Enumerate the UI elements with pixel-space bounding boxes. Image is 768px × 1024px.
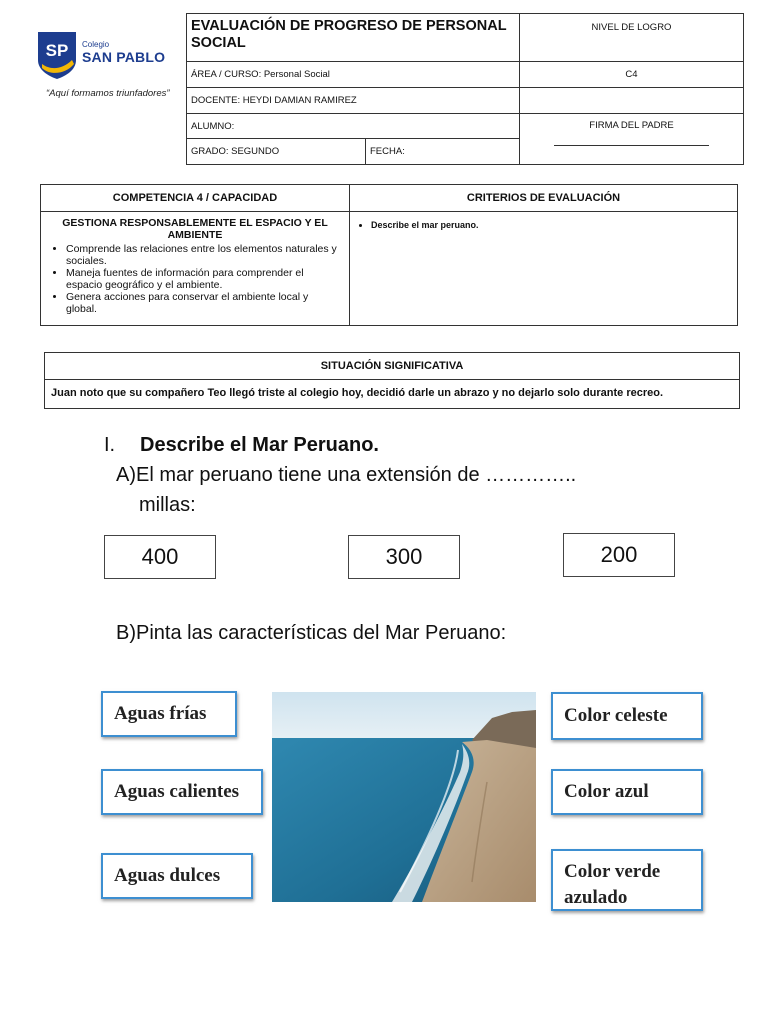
- criterio-item: • Describe el mar peruano.: [371, 219, 732, 231]
- question-b: B)Pinta las características del Mar Peruano:: [116, 622, 507, 644]
- peruvian-sea-photo: [272, 692, 536, 902]
- exam-title: EVALUACIÓN DE PROGRESO DE PERSONAL SOCIAL: [187, 14, 520, 62]
- competency-table: [40, 184, 738, 326]
- question-a-line1: A)El mar peruano tiene una extensión de …………..: [116, 464, 577, 486]
- paint-box-color-azul[interactable]: Color azul: [551, 769, 703, 815]
- criterios-header: CRITERIOS DE EVALUACIÓN: [350, 185, 738, 212]
- paint-box-aguas-dulces[interactable]: Aguas dulces: [101, 853, 253, 899]
- section-title: Describe el Mar Peruano.: [140, 434, 379, 456]
- competencia-header: COMPETENCIA 4 / CAPACIDAD: [41, 185, 350, 212]
- capacidad-item: • Comprende las relaciones entre los elementos naturales y sociales.: [66, 243, 342, 267]
- nivel-label: NIVEL DE LOGRO: [520, 14, 744, 62]
- fecha-field[interactable]: FECHA:: [370, 146, 405, 157]
- signature-line[interactable]: [554, 145, 709, 146]
- situacion-text: Juan noto que su compañero Teo llegó triste al colegio hoy, decidió darle un abrazo y no dejarlo solo durante recreo.: [45, 380, 740, 409]
- competencia-title: GESTIONA RESPONSABLEMENTE EL ESPACIO Y EL AMBIENTE: [62, 217, 328, 241]
- criterios-list: [351, 213, 736, 235]
- firma-cell[interactable]: [520, 114, 744, 165]
- section-number: I.: [104, 434, 116, 456]
- firma-label: FIRMA DEL PADRE: [589, 120, 674, 131]
- shield-logo-icon: [36, 30, 78, 80]
- option-box-200[interactable]: 200: [563, 533, 675, 577]
- capacidades-list: [42, 243, 348, 321]
- paint-box-color-verde-azulado[interactable]: Color verde azulado: [551, 849, 703, 911]
- option-box-300[interactable]: 300: [348, 535, 460, 579]
- blank-cell: [520, 88, 744, 114]
- logo-colegio: Colegio: [82, 40, 110, 49]
- nivel-value: C4: [520, 62, 744, 88]
- sea-coast-image: [272, 692, 536, 902]
- paint-box-aguas-calientes[interactable]: Aguas calientes: [101, 769, 263, 815]
- alumno-field[interactable]: ALUMNO:: [187, 114, 520, 139]
- logo-name: SAN PABLO: [82, 49, 166, 65]
- capacidad-item: • Genera acciones para conservar el ambiente local y global.: [66, 291, 342, 315]
- paint-box-aguas-frias[interactable]: Aguas frías: [101, 691, 237, 737]
- grado-fecha-cell: [187, 139, 520, 165]
- question-a-line2: millas:: [139, 494, 196, 516]
- option-box-400[interactable]: 400: [104, 535, 216, 579]
- situacion-header: SITUACIÓN SIGNIFICATIVA: [45, 353, 740, 380]
- school-logo: [34, 28, 174, 108]
- capacidad-item: • Maneja fuentes de información para comprender el espacio geográfico y el ambiente.: [66, 267, 342, 291]
- docente-field: DOCENTE: HEYDI DAMIAN RAMIREZ: [187, 88, 520, 114]
- header-table: [186, 13, 744, 165]
- logo-badge: SP: [45, 41, 69, 60]
- logo-slogan: “Aquí formamos triunfadores”: [46, 88, 170, 99]
- area-field: ÁREA / CURSO: Personal Social: [187, 62, 520, 88]
- paint-box-color-celeste[interactable]: Color celeste: [551, 692, 703, 740]
- situation-table: [44, 352, 740, 409]
- grado-field: GRADO: SEGUNDO: [187, 139, 366, 164]
- question-a: [116, 460, 676, 520]
